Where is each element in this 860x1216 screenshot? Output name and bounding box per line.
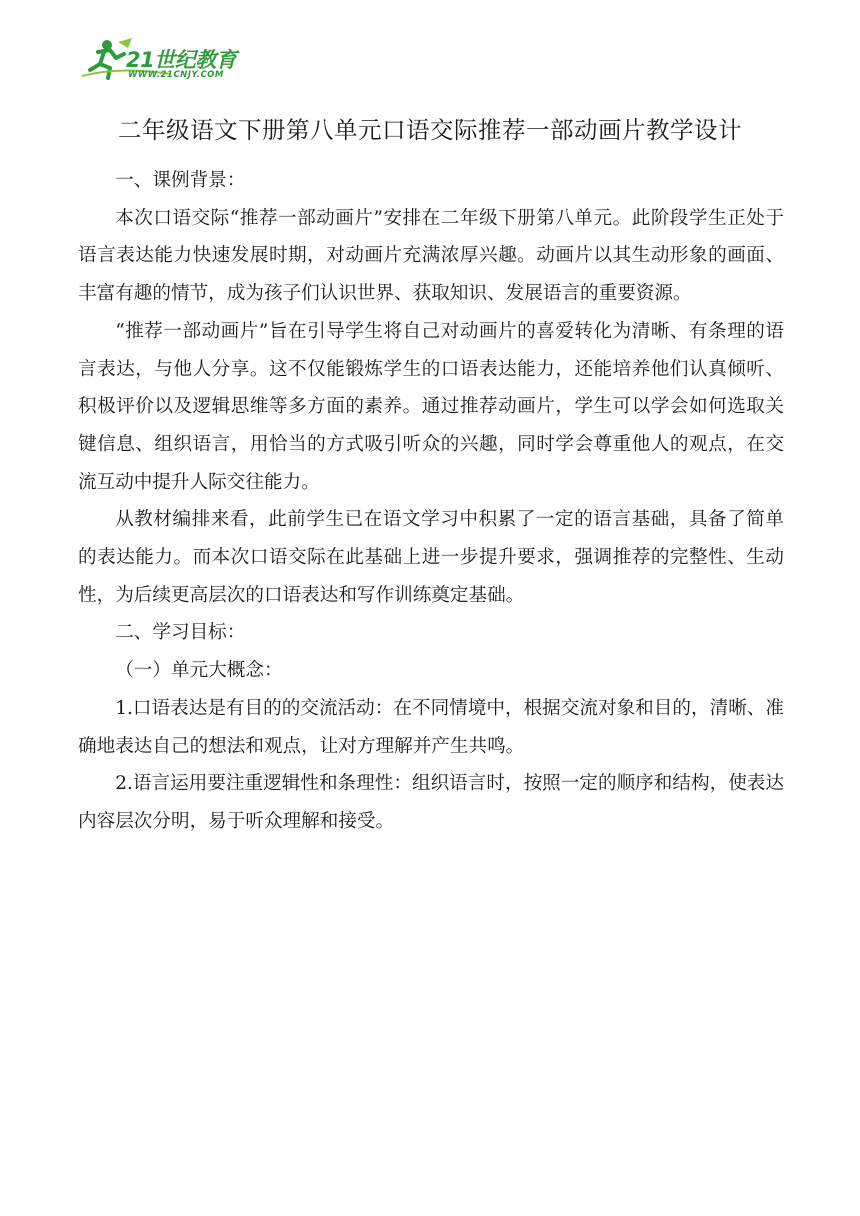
document-body bbox=[78, 162, 784, 841]
concept-item-1: 1.口语表达是有目的的交流活动：在不同情境中，根据交流对象和目的，清晰、准确地表达自己的想法和观点，让对方理解并产生共鸣。 bbox=[78, 697, 784, 757]
paragraph-background-3: 从教材编排来看，此前学生已在语文学习中积累了一定的语言基础，具备了简单的表达能力。而本次口语交际在此基础上进一步提升要求，强调推荐的完整性、生动性，为后续更高层次的口语表达和写作训练奠定基础。 bbox=[78, 509, 784, 606]
paragraph-background-1: 本次口语交际“推荐一部动画片”安排在二年级下册第八单元。此阶段学生正处于语言表达能力快速发展时期，对动画片充满浓厚兴趣。动画片以其生动形象的画面、丰富有趣的情节，成为孩子们认识世界、获取知识、发展语言的重要资源。 bbox=[78, 207, 784, 305]
brand-url-text: WWW.21CNJY.COM bbox=[128, 70, 224, 80]
section-heading-background: 一、课例背景： bbox=[115, 170, 246, 191]
subheading-unit-concept: （一）单元大概念： bbox=[115, 660, 283, 682]
concept-item-2: 2.语言运用要注重逻辑性和条理性：组织语言时，按照一定的顺序和结构，使表达内容层次分明，易于听众理解和接受。 bbox=[78, 773, 784, 832]
document-title: 二年级语文下册第八单元口语交际推荐一部动画片教学设计 bbox=[118, 116, 742, 144]
section-heading-objectives: 二、学习目标： bbox=[115, 622, 246, 644]
brand-logo-text: 21世纪教育 bbox=[126, 48, 237, 72]
brand-logo bbox=[80, 36, 250, 84]
paragraph-background-2: “推荐一部动画片”旨在引导学生将自己对动画片的喜爱转化为清晰、有条理的语言表达，与他人分享。这不仅能锻炼学生的口语表达能力，还能培养他们认真倾听、积极评价以及逻辑思维等多方面的素养。通过推荐动画片，学生可以学会如何选取关键信息、组织语言，用恰当的方式吸引听众的兴趣，同时学会尊重他人的观点，在交流互动中提升人际交往能力。 bbox=[78, 320, 784, 493]
